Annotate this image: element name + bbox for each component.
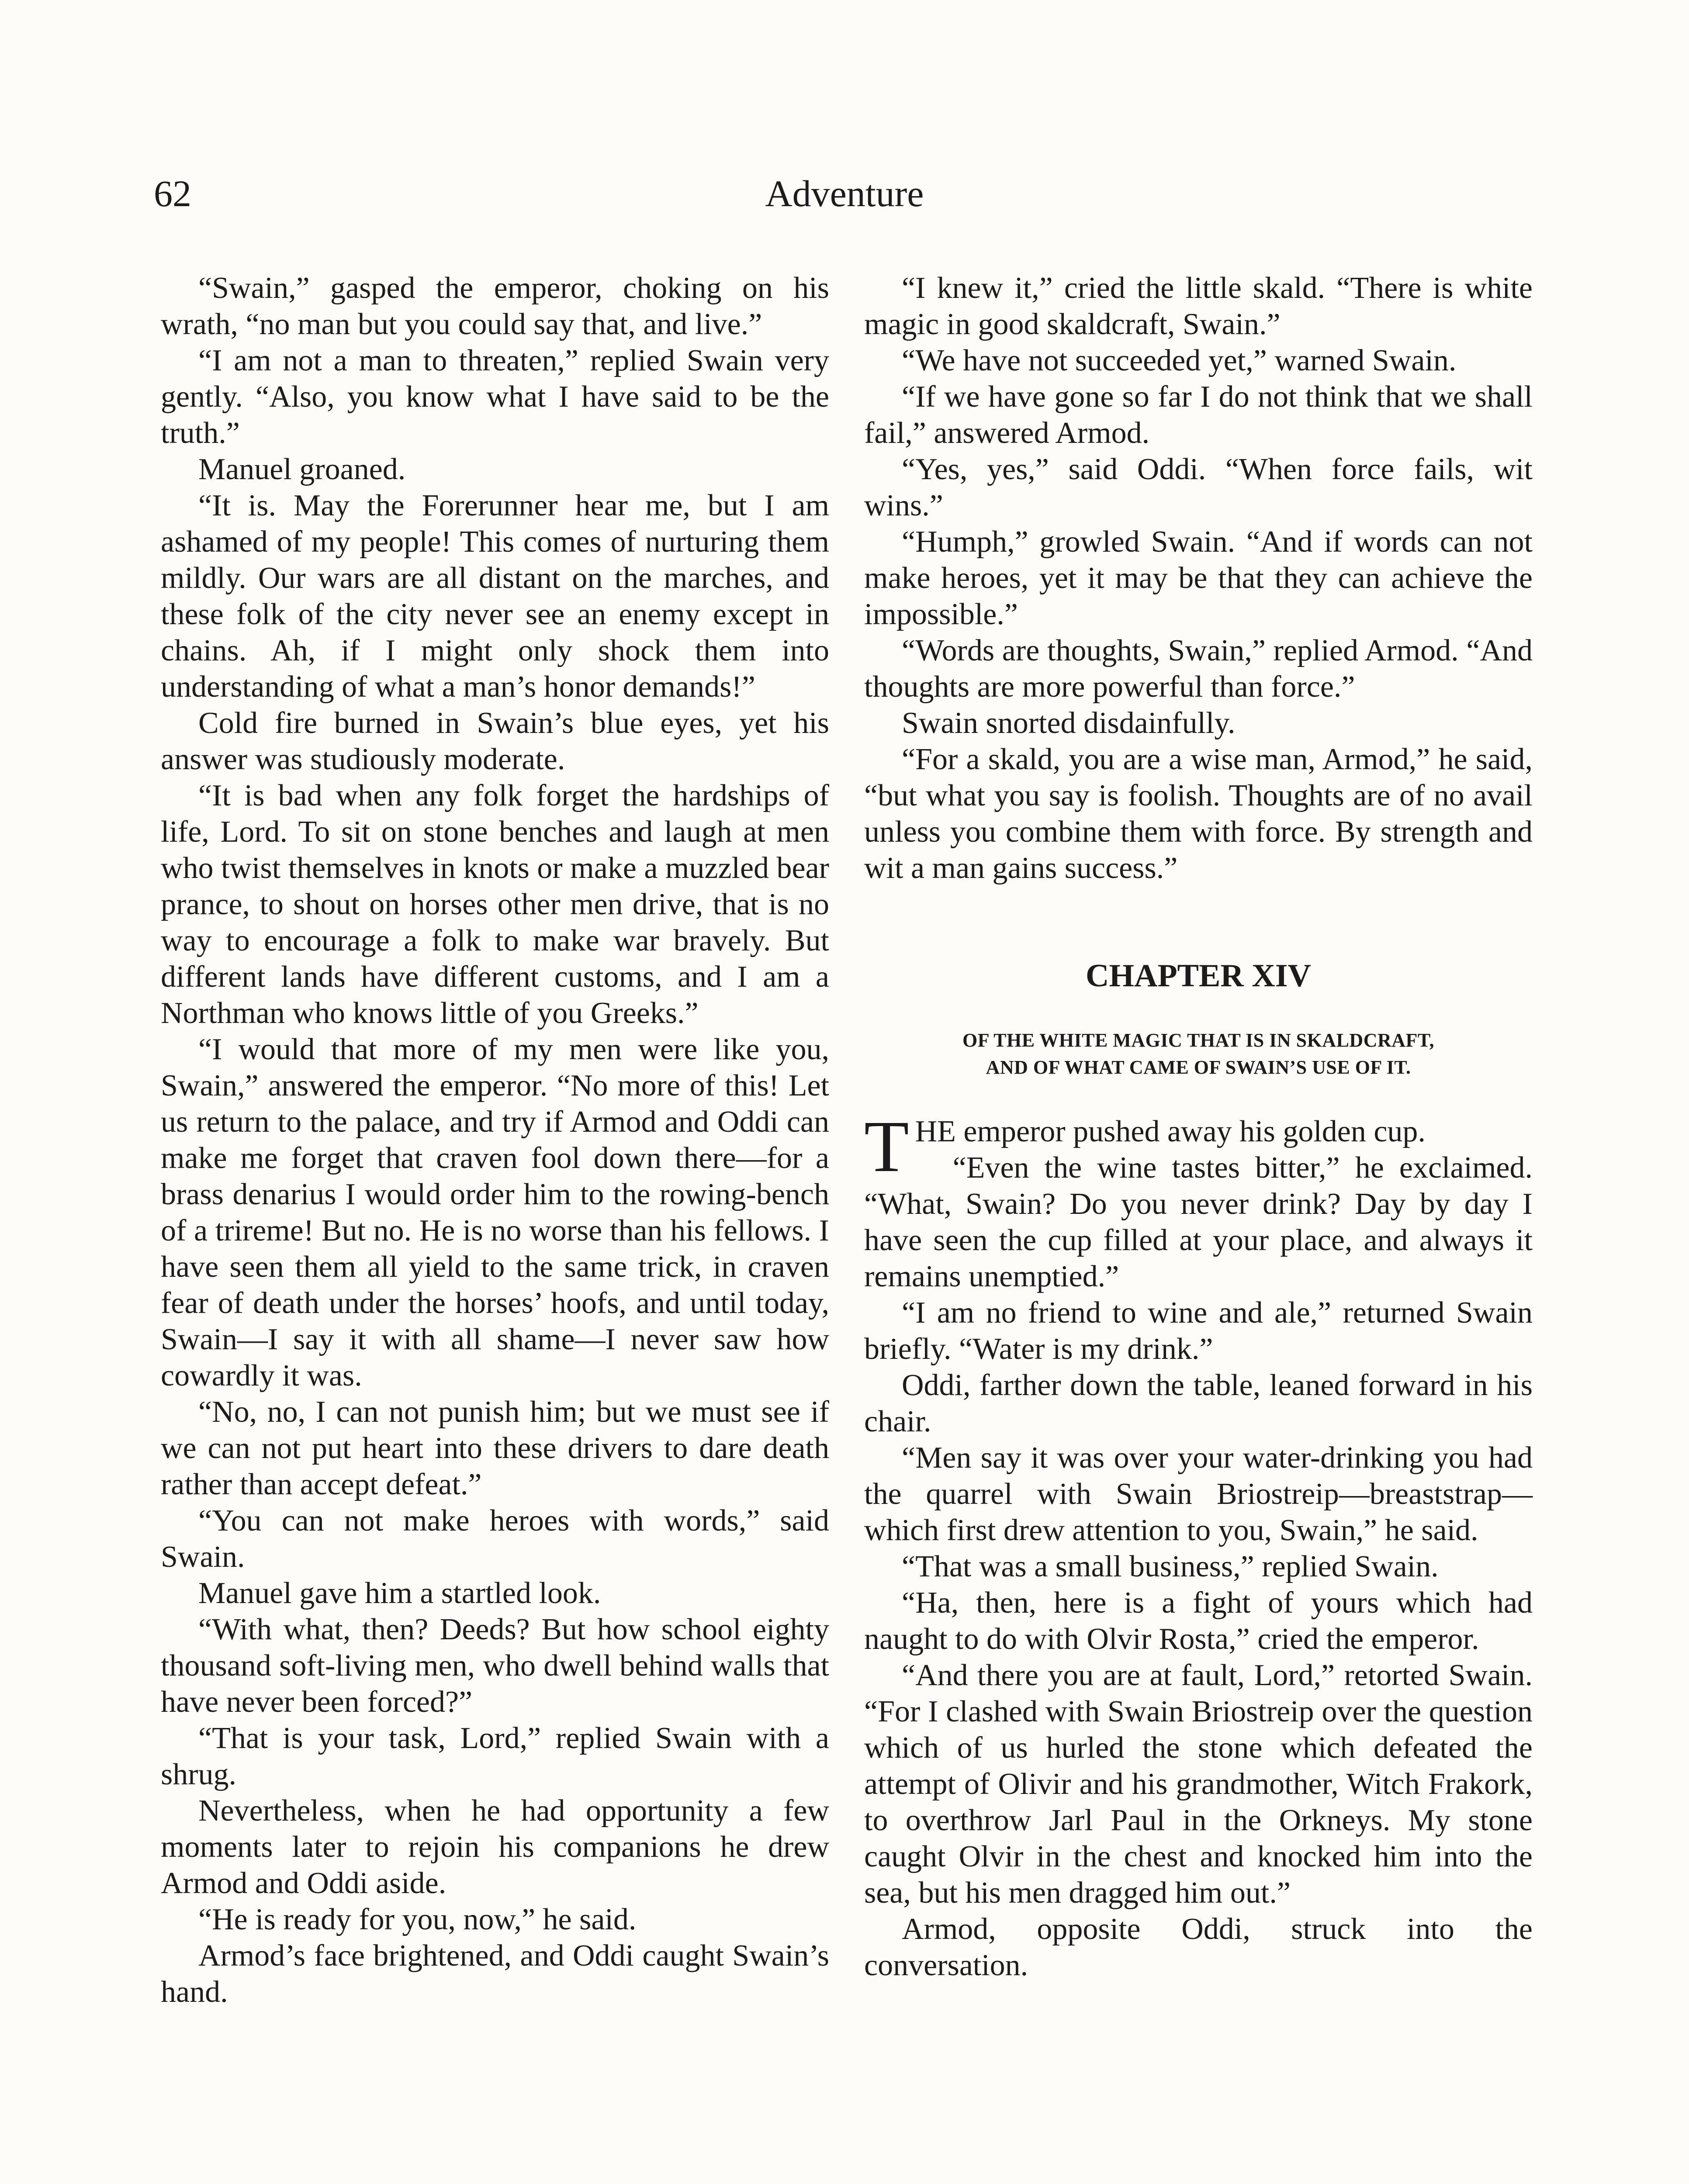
paragraph: “Yes, yes,” said Oddi. “When force fails, wit wins.” — [864, 453, 1533, 522]
paragraph: “Men say it was over your water-drinking you had the quarrel with Swain Briostreip—breaststrap—which first drew attention to you, Swain,” he said. — [864, 1441, 1533, 1547]
paragraph: “Ha, then, here is a fight of yours which had naught to do with Olvir Rosta,” cried the emperor. — [864, 1586, 1533, 1656]
chapter-subtitle-line: OF THE WHITE MAGIC THAT IS IN SKALDCRAFT, — [962, 1030, 1434, 1051]
chapter-title: CHAPTER XIV — [1086, 958, 1311, 994]
paragraph: “If we have gone so far I do not think that we shall fail,” answered Armod. — [864, 380, 1533, 450]
paragraph: “Humph,” growled Swain. “And if words can not make heroes, yet it may be that they can achieve the impossible.” — [864, 525, 1533, 631]
paragraph: “With what, then? Deeds? But how school eighty thousand soft-living men, who dwell behind walls that have never been forced?” — [161, 1613, 829, 1719]
paragraph: Armod’s face brightened, and Oddi caught Swain’s hand. — [161, 1939, 829, 2009]
drop-cap: T — [864, 1106, 909, 1187]
page-number: 62 — [154, 173, 191, 214]
paragraph: “It is. May the Forerunner hear me, but I am ashamed of my people! This comes of nurturing them mildly. Our wars are all distant on the marches, and these folk of the city never see an enemy except in chains. Ah, if I might only shock them into understanding of what a man’s honor demands!” — [161, 489, 829, 704]
chapter-subtitle — [864, 1027, 1533, 1081]
paragraph: “Even the wine tastes bitter,” he exclaimed. “What, Swain? Do you never drink? Day by day I have seen the cup filled at your place, and always it remains unemptied.” — [864, 1151, 1533, 1293]
paragraph: “It is bad when any folk forget the hardships of life, Lord. To sit on stone benches and laugh at men who twist themselves in knots or make a muzzled bear prance, to shout on horses other men drive, that is no way to encourage a folk to make war bravely. But different lands have different customs, and I am a Northman who knows little of you Greeks.” — [161, 779, 829, 1030]
paragraph: “And there you are at fault, Lord,” retorted Swain. “For I clashed with Swain Briostreip over the question which of us hurled the stone which defeated the attempt of Olivir and his grandmother, Witch Frakork, to overthrow Jarl Paul in the Orkneys. My stone caught Olvir in the chest and knocked him into the sea, but his men dragged him out.” — [864, 1659, 1533, 1910]
left-column — [161, 270, 829, 2010]
paragraph: “I am not a man to threaten,” replied Swain very gently. “Also, you know what I have said to be the truth.” — [161, 344, 829, 450]
paragraph: “You can not make heroes with words,” said Swain. — [161, 1504, 829, 1574]
paragraph: “We have not succeeded yet,” warned Swain. — [902, 344, 1457, 377]
running-head: Adventure — [765, 173, 924, 214]
chapter-subtitle-line: AND OF WHAT CAME OF SWAIN’S USE OF IT. — [986, 1057, 1411, 1078]
paragraph: Nevertheless, when he had opportunity a few moments later to rejoin his companions he drew Armod and Oddi aside. — [161, 1794, 829, 1900]
paragraph: “That is your task, Lord,” replied Swain with a shrug. — [161, 1721, 829, 1791]
opening-text: HE emperor pushed away his golden cup. — [915, 1115, 1426, 1148]
paragraph: Manuel gave him a startled look. — [198, 1576, 601, 1610]
paragraph: “Words are thoughts, Swain,” replied Armod. “And thoughts are more powerful than force.” — [864, 634, 1533, 704]
right-column — [864, 270, 1533, 1984]
paragraph: “That was a small business,” replied Swain. — [902, 1550, 1439, 1583]
paragraph: Manuel groaned. — [198, 453, 406, 486]
paragraph: “Swain,” gasped the emperor, choking on his wrath, “no man but you could say that, and live.” — [161, 271, 829, 341]
paragraph: Oddi, farther down the table, leaned forward in his chair. — [864, 1368, 1533, 1438]
paragraph: Swain snorted disdainfully. — [902, 706, 1236, 740]
paragraph: “He is ready for you, now,” he said. — [198, 1903, 637, 1936]
paragraph: “I knew it,” cried the little skald. “There is white magic in good skaldcraft, Swain.” — [864, 271, 1533, 341]
paragraph: “For a skald, you are a wise man, Armod,” he said, “but what you say is foolish. Thoughts are of no avail unless you combine them with force. By strength and wit a man gains success.” — [864, 743, 1533, 885]
paragraph: “I would that more of my men were like you, Swain,” answered the emperor. “No more of this! Let us return to the palace, and try if Armod and Oddi can make me forget that craven fool down there—for a brass denarius I would order him to the rowing-bench of a trireme! But no. He is no worse than his fellows. I have seen them all yield to the same trick, in craven fear of death under the horses’ hoofs, and until today, Swain—I say it with all shame—I never saw how cowardly it was. — [161, 1033, 829, 1393]
paragraph: Cold fire burned in Swain’s blue eyes, yet his answer was studiously moderate. — [161, 706, 829, 776]
paragraph: “No, no, I can not punish him; but we must see if we can not put heart into these drivers to dare death rather than accept defeat.” — [161, 1395, 829, 1501]
paragraph: Armod, opposite Oddi, struck into the conversation. — [864, 1912, 1533, 1982]
chapter-opening-paragraph — [864, 1106, 1533, 1187]
paragraph: “I am no friend to wine and ale,” returned Swain briefly. “Water is my drink.” — [864, 1296, 1533, 1366]
